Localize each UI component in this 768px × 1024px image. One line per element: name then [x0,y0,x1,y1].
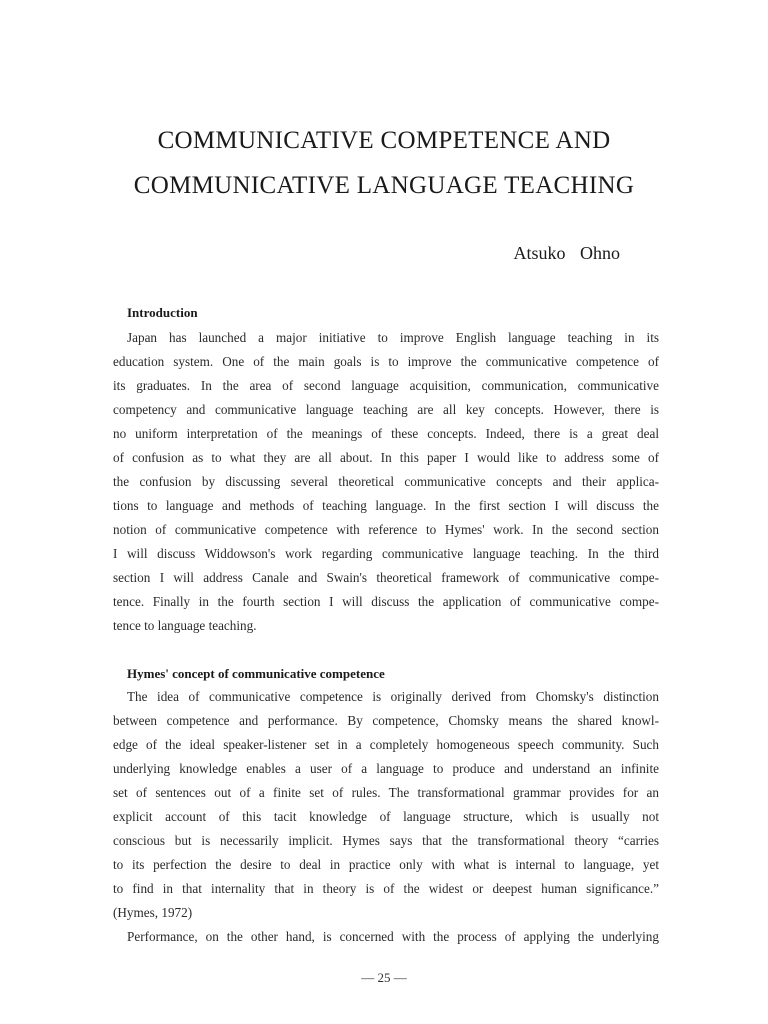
paragraph-line: its graduates. In the area of second language acquisition, communication, communicative [113,378,659,393]
paragraph-line: notion of communicative competence with reference to Hymes' work. In the second section [113,522,659,537]
paragraph-line: education system. One of the main goals is to improve the communicative competence of [113,354,659,369]
paragraph-line: section I will address Canale and Swain's theoretical framework of communicative compe- [113,570,659,585]
author-name: Atsuko Ohno [513,243,620,263]
paragraph-line: of confusion as to what they are all about. In this paper I would like to address some of [113,450,659,465]
paragraph-line: to its perfection the desire to deal in practice only with what is internal to language, yet [113,857,659,872]
paper-title-line-2: COMMUNICATIVE LANGUAGE TEACHING [133,172,635,199]
paragraph-line: tence to language teaching. [113,618,257,633]
paragraph-line: the confusion by discussing several theoretical communicative concepts and their applica- [113,474,659,489]
paragraph-line: underlying knowledge enables a user of a language to produce and understand an infinite [113,761,659,776]
paragraph-line: no uniform interpretation of the meanings of these concepts. Indeed, there is a great deal [113,426,659,441]
citation-line: (Hymes, 1972) [113,905,193,920]
paragraph-line: set of sentences out of a finite set of rules. The transformational grammar provides for an [113,785,659,800]
paragraph-line: between competence and performance. By competence, Chomsky means the shared knowl- [113,713,659,728]
paper-title-line-1: COMMUNICATIVE COMPETENCE AND [157,127,611,154]
paragraph-line: competency and communicative language teaching are all key concepts. However, there is [113,402,659,417]
section-heading-hymes-concept: Hymes' concept of communicative competence [127,666,385,681]
page-number: — 25 — [361,970,407,985]
paragraph-line: conscious but is necessarily implicit. Hymes says that the transformational theory “carries [113,833,659,848]
paragraph-line: tence. Finally in the fourth section I will discuss the application of communicative compe- [113,594,659,609]
paragraph-line: to find in that internality that in theory is of the widest or deepest human significance.” [113,881,659,896]
paragraph-line: I will discuss Widdowson's work regarding communicative language teaching. In the third [113,546,659,561]
paragraph-line: explicit account of this tacit knowledge of language structure, which is usually not [113,809,659,824]
paragraph-line: Performance, on the other hand, is concerned with the process of applying the underlying [127,929,659,944]
paragraph-line: tions to language and methods of teaching language. In the first section I will discuss the [113,498,659,513]
paragraph-line: Japan has launched a major initiative to improve English language teaching in its [127,330,659,345]
paragraph-line: edge of the ideal speaker-listener set in a completely homogeneous speech community. Such [113,737,659,752]
section-heading-introduction: Introduction [127,305,198,320]
paragraph-line: The idea of communicative competence is originally derived from Chomsky's distinction [127,689,659,704]
